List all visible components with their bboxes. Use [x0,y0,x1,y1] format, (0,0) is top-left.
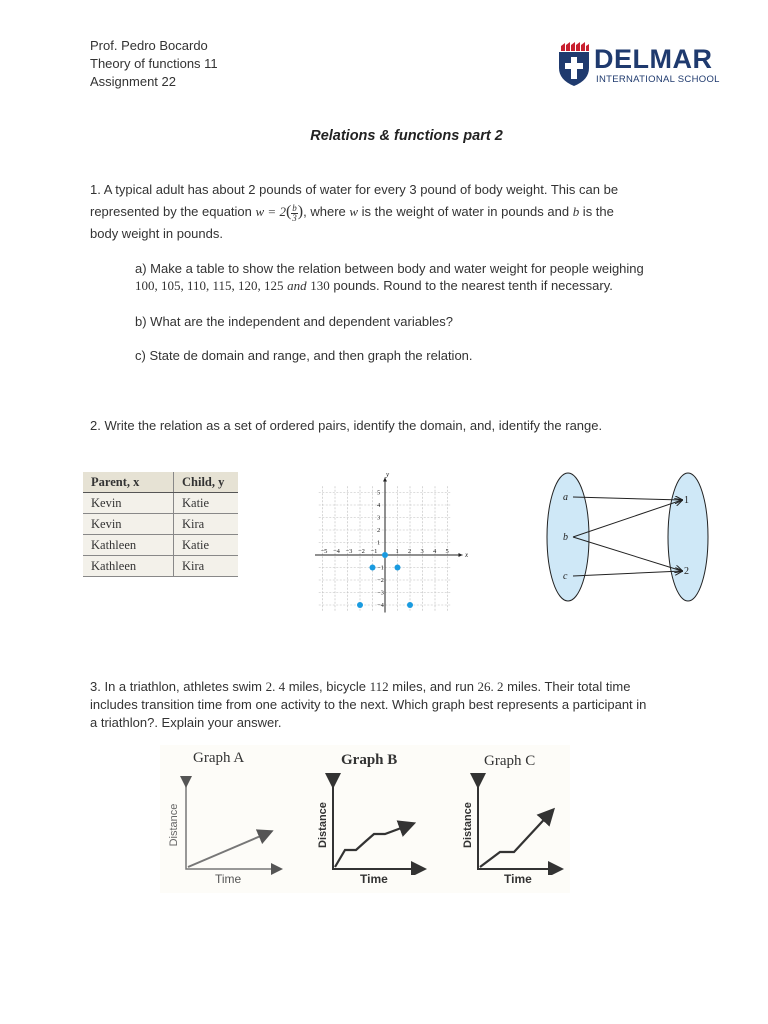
q2-text: 2. Write the relation as a set of ordered pairs, identify the domain, and, identify the range. [90,418,603,433]
table-cell: Kathleen [83,556,174,577]
weights-list: 100, 105, 110, 115, 120, 125 [135,278,284,293]
graph-b-title: Graph B [341,752,398,768]
plot-point [382,552,388,558]
table-cell: Kira [174,556,239,577]
plot-point [395,565,401,571]
plot-point [357,602,363,608]
domain-element: c [563,571,568,582]
x-tick-label: −4 [333,548,340,555]
page-title: Relations & functions part 2 [310,128,503,144]
graph-b-line [335,824,412,867]
triathlon-graphs [160,745,570,893]
parent-child-table-wrapper [83,472,238,577]
table-header-child: Child, y [174,472,239,493]
y-tick-label: 5 [377,489,381,497]
q3-text-a: 3. In a triathlon, athletes swim [90,679,266,694]
table-cell: Kira [174,514,239,535]
domain-element: a [563,492,568,503]
coordinate-plot [308,470,468,615]
swim-distance: 2. 4 [265,679,286,694]
q3-text-c: miles, and run [388,679,478,694]
graph-a-line [188,832,270,867]
graph-b-ylabel: Distance [317,802,329,848]
graph-a-ylabel: Distance [168,803,180,847]
school-logo [556,42,726,92]
mapping-diagram [540,470,720,605]
x-tick-label: −5 [320,548,328,555]
q1-line2-c: is the weight of water in pounds and [358,204,573,219]
q1-line2-d: is the [579,204,614,219]
bike-distance: 112 [369,679,389,694]
table-row [83,514,238,535]
mapping-arrow [573,500,682,537]
x-tick-label: −2 [358,548,365,555]
q1-line2-a: represented by the equation [90,204,256,219]
x-tick-label: 3 [420,548,424,555]
mapping-arrow [573,497,682,500]
table-cell: Kevin [83,493,174,514]
q3-line3: a triathlon?. Explain your answer. [90,715,282,730]
professor-name: Prof. Pedro Bocardo [90,38,208,53]
var-w: w [349,204,359,219]
graph-b [333,785,423,869]
school-name: DELMAR [594,44,713,74]
q1-line1: 1. A typical adult has about 2 pounds of water for every 3 pound of body weight. This can be [90,182,619,197]
table-row [83,556,238,577]
table-row [83,535,238,556]
x-tick-label: 5 [445,548,449,555]
assignment-number: Assignment 22 [90,74,176,89]
y-tick-label: −4 [377,602,384,609]
table-cell: Kevin [83,514,174,535]
q1-line3: body weight in pounds. [90,226,223,241]
q1-line2 [90,201,710,223]
run-distance: 26. 2 [477,679,504,694]
range-oval [668,473,708,601]
course-name: Theory of functions 11 [90,56,218,71]
x-tick-label: 1 [395,548,399,555]
y-tick-label: −1 [377,564,384,572]
q1-equation: w = 2( $\frac{b}{3}$ ) [255,202,304,223]
range-element: 2 [684,566,689,577]
domain-oval [547,473,589,601]
fraction-denominator: 3 [292,212,297,223]
school-subtitle: INTERNATIONAL SCHOOL [596,74,720,85]
q3-line2: includes transition time from one activity to the next. Which graph best represents a participant in [90,697,647,712]
parent-child-table [83,472,238,577]
q3-text-b: miles, bicycle [285,679,370,694]
q1-line2-b: , where [303,204,350,219]
equation-lhs: w = 2 [255,204,286,219]
graph-axes [160,745,570,875]
plot-point [407,602,413,608]
fraction-numerator: b [292,202,297,213]
graph-c-title: Graph C [484,753,536,769]
q1-part-a-line1: a) Make a table to show the relation between body and water weight for people weighing [135,261,644,276]
x-tick-label: 4 [433,548,437,555]
shield-icon [556,42,592,88]
y-tick-label: −2 [377,577,384,584]
x-tick-label: −1 [370,548,378,555]
q1-part-c: c) State de domain and range, and then graph the relation. [135,348,473,363]
range-element: 1 [684,495,689,506]
var-b: b [572,204,580,219]
mapping-arrow [573,571,682,576]
part-a-rest: pounds. Round to the nearest tenth if necessary. [329,278,613,293]
table-cell: Kathleen [83,535,174,556]
graph-a [186,785,280,869]
table-cell: Katie [174,493,239,514]
y-axis-label: y [386,470,390,479]
graph-c-xlabel: Time [504,872,532,886]
y-tick-label: 4 [377,502,381,509]
q1-part-a-line2 [135,275,695,296]
y-tick-label: 2 [377,527,381,534]
q3-text-d: miles. Their total time [503,679,631,694]
graph-b-xlabel: Time [360,872,388,886]
y-tick-label: −3 [377,589,384,597]
and-word: and [287,278,307,293]
weight-last: 130 [310,278,330,293]
y-tick-label: 3 [377,514,381,522]
graph-c-line [480,811,552,867]
x-tick-label: 2 [408,548,412,555]
table-header-parent: Parent, x [83,472,174,493]
q1-part-b: b) What are the independent and dependent variables? [135,314,454,329]
graph-c-ylabel: Distance [462,802,474,848]
table-cell: Katie [174,535,239,556]
plot-point [370,565,376,571]
y-tick-label: 1 [377,539,381,547]
mapping-arrow [573,537,682,571]
graph-c [478,785,560,869]
graph-a-xlabel: Time [215,872,242,886]
graph-a-title: Graph A [193,750,245,766]
table-row [83,493,238,514]
domain-element: b [563,532,568,543]
x-axis-label: x [465,551,468,559]
x-tick-label: −3 [345,548,353,555]
